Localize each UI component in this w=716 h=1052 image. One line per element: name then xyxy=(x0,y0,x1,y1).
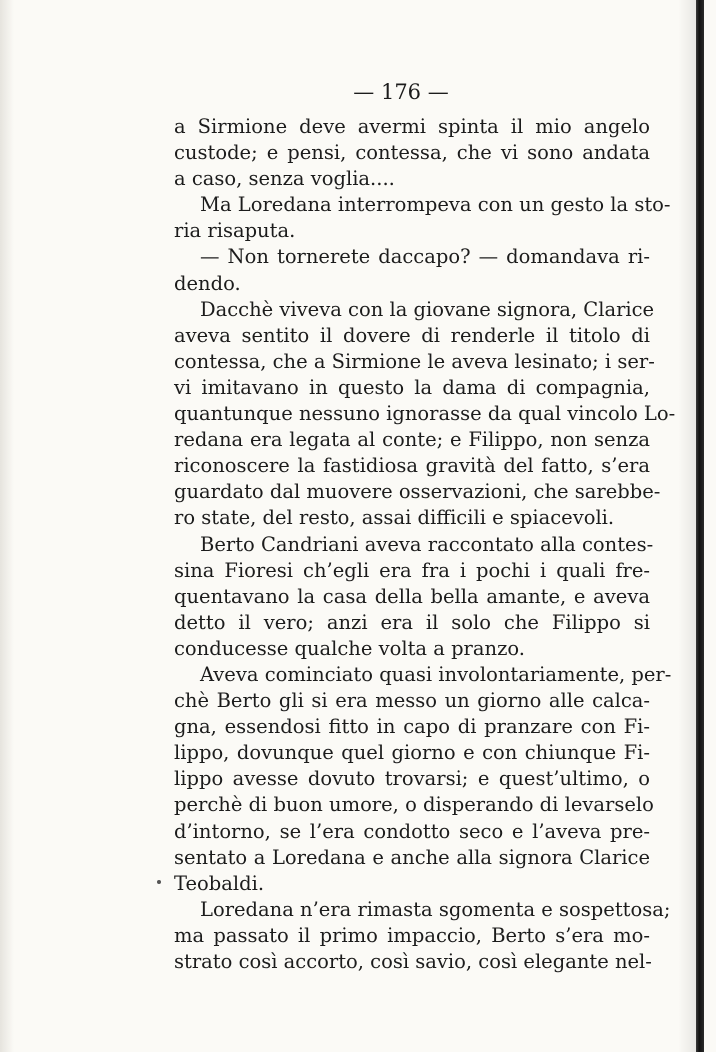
text-line: a caso, senza voglia.... xyxy=(174,167,395,191)
text-line: guardato dal muovere osservazioni, che sarebbe- xyxy=(174,480,661,504)
text-line: lippo avesse dovuto trovarsi; e quest’ultimo, o xyxy=(174,767,650,791)
text-line: d’intorno, se l’era condotto seco e l’aveva pre- xyxy=(174,819,650,843)
text-line: Dacchè viveva con la giovane signora, Clarice xyxy=(200,297,655,321)
text-line: vi imitavano in questo la dama di compagnia, xyxy=(174,375,650,399)
book-spine-edge xyxy=(696,0,704,1052)
text-line: aveva sentito il dovere di renderle il titolo di xyxy=(174,323,650,347)
body-text xyxy=(174,114,676,975)
text-line: gna, essendosi fitto in capo di pranzare con Fi- xyxy=(174,715,650,739)
text-line: sina Fioresi ch’egli era fra i pochi i quali fre- xyxy=(174,558,650,582)
text-line: a Sirmione deve avermi spinta il mio angelo xyxy=(174,115,650,138)
text-line: perchè di buon umore, o disperando di levarselo xyxy=(174,793,654,817)
text-line: detto il vero; anzi era il solo che Filippo si xyxy=(174,610,650,634)
text-line: Loredana n’era rimasta sgomenta e sospettosa; xyxy=(200,897,671,921)
text-line: custode; e pensi, contessa, che vi sono andata xyxy=(174,141,650,165)
text-line: strato così accorto, così savio, così elegante nel- xyxy=(174,950,652,973)
page-left-shadow xyxy=(0,0,14,1052)
text-line: ro state, del resto, assai difficili e spiacevoli. xyxy=(174,506,615,530)
text-line: conducesse qualche volta a pranzo. xyxy=(174,636,525,660)
text-line: ma passato il primo impaccio, Berto s’era mo- xyxy=(174,923,650,947)
text-line: sentato a Loredana e anche alla signora Clarice xyxy=(174,845,650,869)
text-line: lippo, dovunque quel giorno e con chiunque Fi- xyxy=(174,741,650,765)
text-line: contessa, che a Sirmione le aveva lesinato; i ser- xyxy=(174,349,655,373)
text-line: ria risaputa. xyxy=(174,219,296,243)
ink-speck xyxy=(157,880,161,884)
text-line: Aveva cominciato quasi involontariamente, per- xyxy=(200,662,672,686)
text-line: quentavano la casa della bella amante, e aveva xyxy=(174,584,650,608)
text-line: Ma Loredana interrompeva con un gesto la sto- xyxy=(200,193,671,217)
text-line: — Non tornerete daccapo? — domandava ri- xyxy=(200,245,650,269)
text-line: Berto Candriani aveva raccontato alla contes- xyxy=(200,532,654,556)
text-line: quantunque nessuno ignorasse da qual vincolo Lo- xyxy=(174,402,676,426)
text-line: redana era legata al conte; e Filippo, non senza xyxy=(174,428,650,452)
binding-shadow xyxy=(678,0,696,1052)
text-line: chè Berto gli si era messo un giorno alle calca- xyxy=(174,689,650,713)
text-line: Teobaldi. xyxy=(174,871,265,895)
text-line: dendo. xyxy=(174,271,241,295)
page-number: — 176 — xyxy=(353,80,449,104)
text-line: riconoscere la fastidiosa gravità del fatto, s’era xyxy=(174,454,650,478)
